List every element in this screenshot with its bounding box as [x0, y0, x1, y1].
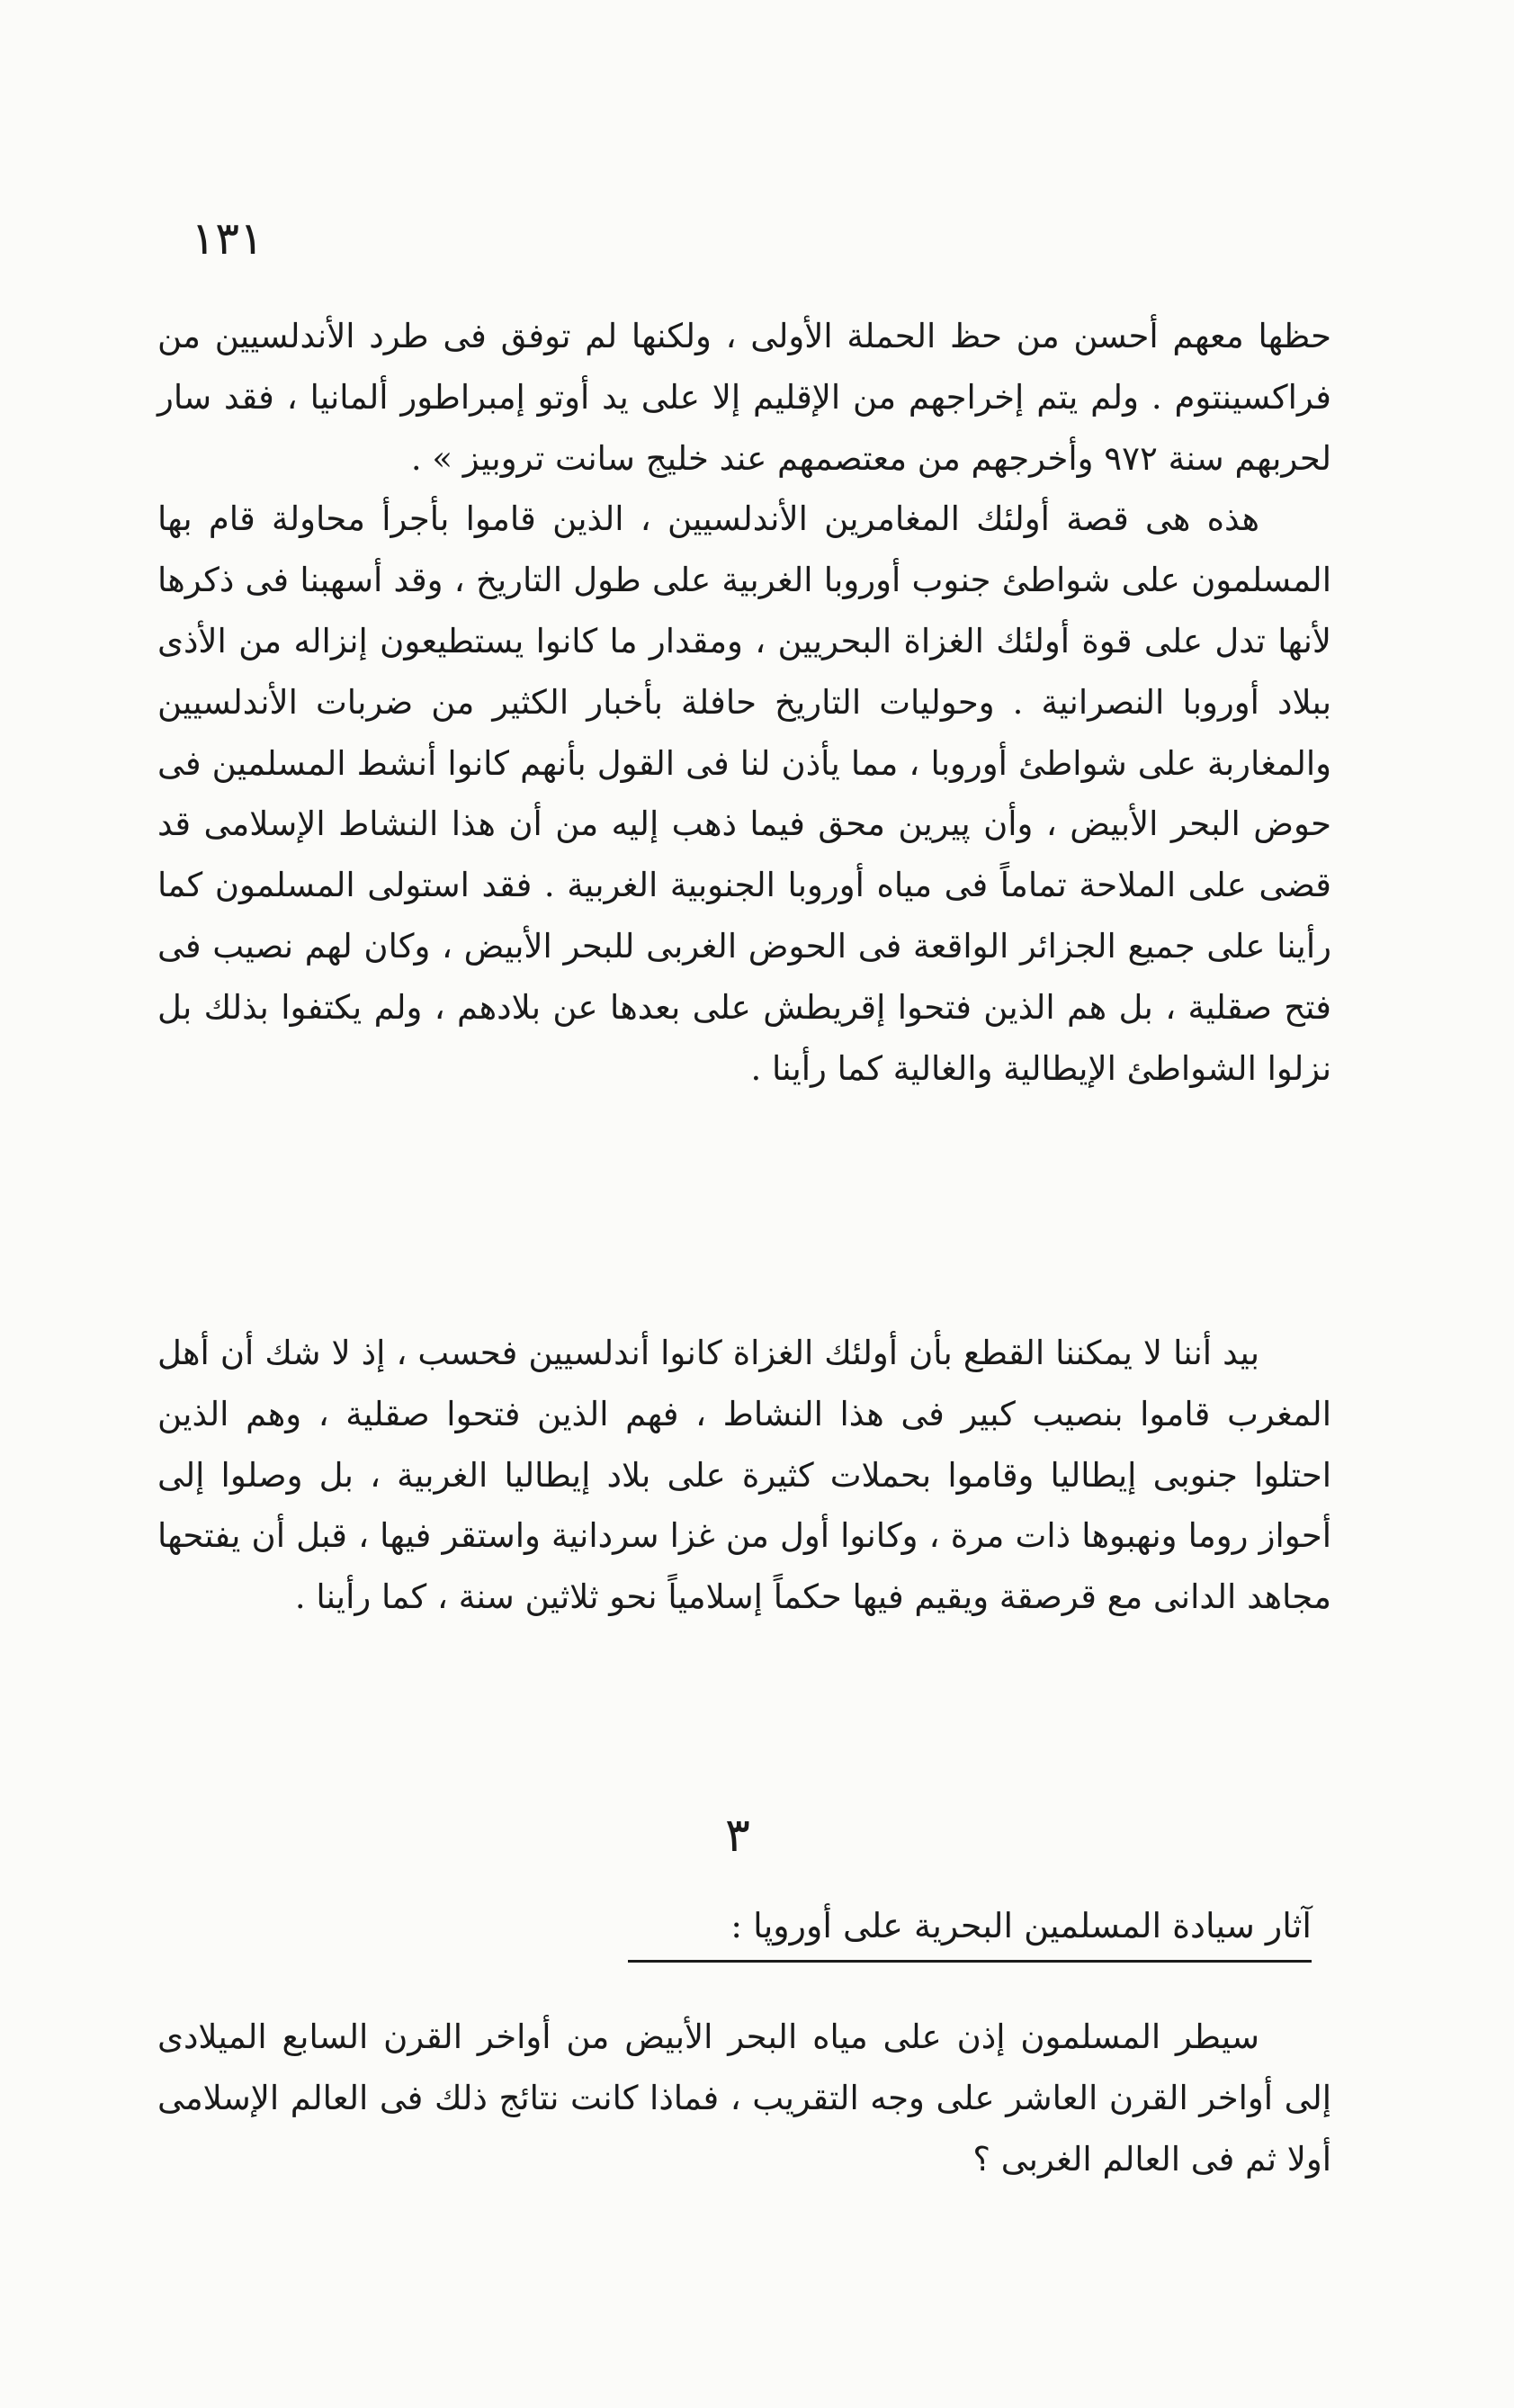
section-heading: آثار سيادة المسلمين البحرية على أوروپا :	[628, 1899, 1312, 1963]
body-text-middle	[157, 1323, 1331, 1628]
body-text-top	[157, 306, 1331, 1099]
paragraph: بيد أننا لا يمكننا القطع بأن أولئك الغزاة كانوا أندلسيين فحسب ، إذ لا شك أن أهل المغرب قاموا بنصيب كبير فى هذا النشاط ، فهم الذين فتحوا صقلية ، وهم الذين احتلوا جنوبى إيطاليا وقاموا بحملات كثيرة على بلاد إيطاليا الغربية ، بل وصلوا إلى أحواز روما ونهبوها ذات مرة ، وكانوا أول من غزا سردانية واستقر فيها ، قبل أن يفتحها مجاهد الدانى مع قرصقة ويقيم فيها حكماً إسلامياً نحو ثلاثين سنة ، كما رأينا .	[157, 1334, 1331, 1617]
paragraph: سيطر المسلمون إذن على مياه البحر الأبيض من أواخر القرن السابع الميلادى إلى أواخر القرن العاشر على وجه التقريب ، فماذا كانت نتائج ذلك فى العالم الإسلامى أولا ثم فى العالم الغربى ؟	[157, 2017, 1331, 2179]
section-number: ٣	[725, 1809, 750, 1863]
body-text-bottom	[157, 2007, 1331, 2189]
paragraph-continuation: حظها معهم أحسن من حظ الحملة الأولى ، ولكنها لم توفق فى طرد الأندلسيين من فراكسينتوم . ولم يتم إخراجهم من الإقليم إلا على يد أوتو إمبراطور ألمانيا ، فقد سار لحربهم سنة ٩٧٢ وأخرجهم من معتصمهم عند خليج سانت تروبيز » .	[157, 317, 1331, 478]
page-number: ١٣١	[191, 212, 264, 265]
paragraph: هذه هى قصة أولئك المغامرين الأندلسيين ، الذين قاموا بأجرأ محاولة قام بها المسلمون على شواطئ جنوب أوروبا الغربية على طول التاريخ ، وقد أسهبنا فى ذكرها لأنها تدل على قوة أولئك الغزاة البحريين ، ومقدار ما كانوا يستطيعون إنزاله من الأذى ببلاد أوروبا النصرانية . وحوليات التاريخ حافلة بأخبار الكثير من ضربات الأندلسيين والمغاربة على شواطئ أوروبا ، مما يأذن لنا فى القول بأنهم كانوا أنشط المسلمين فى حوض البحر الأبيض ، وأن پيرين محق فيما ذهب إليه من أن هذا النشاط الإسلامى قد قضى على الملاحة تماماً فى مياه أوروبا الجنوبية الغربية . فقد استولى المسلمون كما رأينا على جميع الجزائر الواقعة فى الحوض الغربى للبحر الأبيض ، وكان لهم نصيب فى فتح صقلية ، بل هم الذين فتحوا إقريطش على بعدها عن بلادهم ، ولم يكتفوا بذلك بل نزلوا الشواطئ الإيطالية والغالية كما رأينا .	[157, 499, 1331, 1088]
